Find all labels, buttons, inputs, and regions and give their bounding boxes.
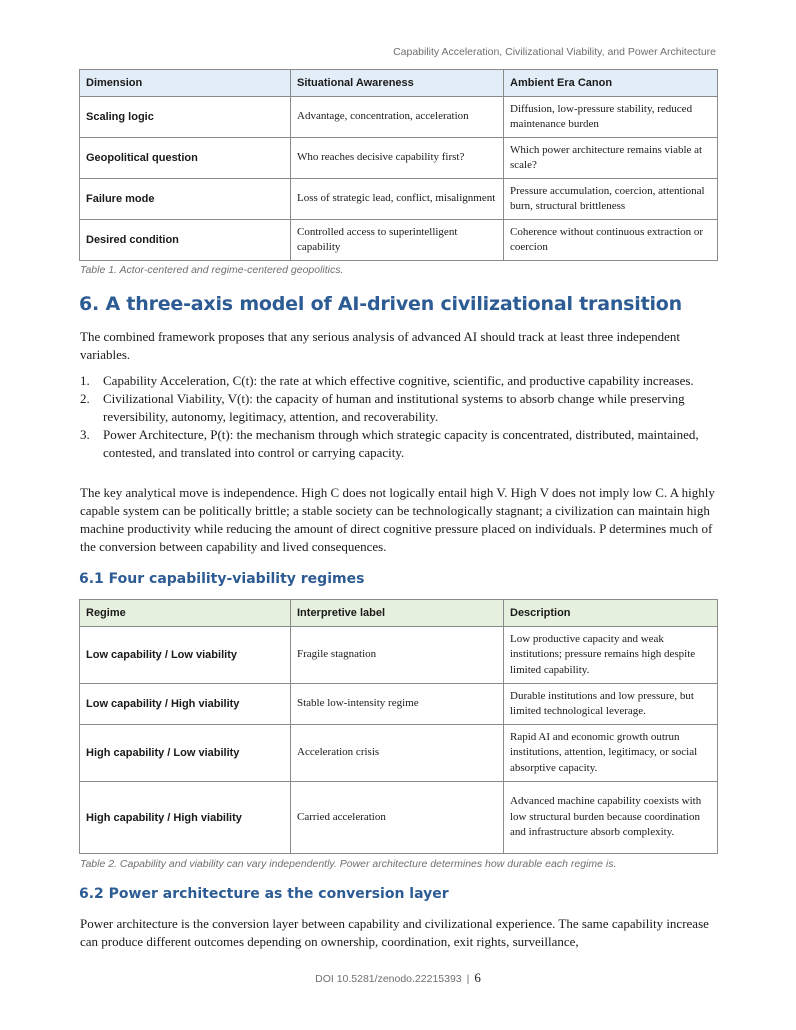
table-header-row — [80, 70, 718, 97]
table-cell: Coherence without continuous extraction or coercion — [504, 220, 718, 261]
list-number: 1. — [80, 373, 90, 388]
numbered-list — [80, 372, 718, 462]
table-header-row — [80, 600, 718, 627]
list-item-text: Capability Acceleration, C(t): the rate at which effective cognitive, scientific, and productive capability increases. — [103, 373, 694, 388]
table-cell: Scaling logic — [80, 97, 291, 138]
table-row — [80, 627, 718, 684]
table-caption: Table 2. Capability and viability can vary independently. Power architecture determines how durable each regime is. — [80, 858, 617, 870]
list-item-text: Civilizational Viability, V(t): the capacity of human and institutional systems to absorb change while preserving reversibility, autonomy, legitimacy, attention, and recoverability. — [103, 391, 685, 424]
table-header-cell: Situational Awareness — [291, 70, 504, 97]
table-row — [80, 179, 718, 220]
table-header-cell: Description — [504, 600, 718, 627]
table-cell: Failure mode — [80, 179, 291, 220]
table-cell: Advantage, concentration, acceleration — [291, 97, 504, 138]
list-number: 2. — [80, 391, 90, 406]
table-row — [80, 782, 718, 854]
table-regimes — [79, 599, 718, 854]
body-paragraph: The combined framework proposes that any serious analysis of advanced AI should track at least three independent variables. — [80, 329, 680, 362]
table-cell: High capability / Low viability — [80, 725, 291, 782]
table-header-cell: Dimension — [80, 70, 291, 97]
table-cell: Who reaches decisive capability first? — [291, 138, 504, 179]
page-footer — [0, 970, 796, 986]
table-cell: Pressure accumulation, coercion, attentional burn, structural brittleness — [504, 179, 718, 220]
table-header-cell: Interpretive label — [291, 600, 504, 627]
section-heading: 6. A three-axis model of AI-driven civilizational transition — [79, 293, 682, 315]
table-cell: Durable institutions and low pressure, but limited technological leverage. — [504, 684, 718, 725]
table-cell: Diffusion, low-pressure stability, reduced maintenance burden — [504, 97, 718, 138]
table-cell: Geopolitical question — [80, 138, 291, 179]
table-cell: Low capability / High viability — [80, 684, 291, 725]
table-row — [80, 97, 718, 138]
table-row — [80, 138, 718, 179]
table-cell: Fragile stagnation — [291, 627, 504, 684]
table-cell: Low productive capacity and weak institutions; pressure remains high despite limited capability. — [504, 627, 718, 684]
table-header-cell: Regime — [80, 600, 291, 627]
list-item-text: Power Architecture, P(t): the mechanism through which strategic capacity is concentrated, distributed, maintained, contested, and translated into control or carrying capacity. — [103, 427, 699, 460]
table-cell: Controlled access to superintelligent capability — [291, 220, 504, 261]
list-item — [80, 426, 718, 462]
table-cell: Rapid AI and economic growth outrun institutions, attention, legitimacy, or social absorptive capacity. — [504, 725, 718, 782]
table-row — [80, 684, 718, 725]
table-cell: Acceleration crisis — [291, 725, 504, 782]
doi-text: DOI 10.5281/zenodo.22215393 — [315, 973, 462, 985]
subsection-heading: 6.2 Power architecture as the conversion layer — [79, 886, 449, 902]
table-header-cell: Ambient Era Canon — [504, 70, 718, 97]
table-cell: Carried acceleration — [291, 782, 504, 854]
table-cell: Desired condition — [80, 220, 291, 261]
subsection-heading: 6.1 Four capability-viability regimes — [79, 571, 365, 587]
list-number: 3. — [80, 427, 90, 442]
table-row — [80, 725, 718, 782]
page-number: 6 — [474, 970, 481, 985]
table-row — [80, 220, 718, 261]
list-item — [80, 390, 718, 426]
body-paragraph: The key analytical move is independence. High C does not logically entail high V. High V does not imply low C. A highly capable system can be politically brittle; a stable society can be technologically stagnant; a civilization can maintain high machine productivity while reducing the amount of direct cognitive pressure placed on individuals. P determines much of the conversion between capability and lived consequences. — [80, 485, 715, 554]
table-caption: Table 1. Actor-centered and regime-centered geopolitics. — [80, 264, 344, 276]
table-cell: Loss of strategic lead, conflict, misalignment — [291, 179, 504, 220]
list-item — [80, 372, 718, 390]
running-head: Capability Acceleration, Civilizational Viability, and Power Architecture — [393, 46, 716, 58]
table-cell: High capability / High viability — [80, 782, 291, 854]
table-cell: Advanced machine capability coexists with low structural burden because coordination and infrastructure absorb complexity. — [504, 782, 718, 854]
table-cell: Stable low-intensity regime — [291, 684, 504, 725]
table-cell: Which power architecture remains viable at scale? — [504, 138, 718, 179]
table-actor-regime — [79, 69, 718, 261]
body-paragraph: Power architecture is the conversion layer between capability and civilizational experience. The same capability increase can produce different outcomes depending on ownership, coordination, exit rights, surveillance, — [80, 916, 709, 949]
footer-separator: | — [466, 973, 470, 985]
table-cell: Low capability / Low viability — [80, 627, 291, 684]
